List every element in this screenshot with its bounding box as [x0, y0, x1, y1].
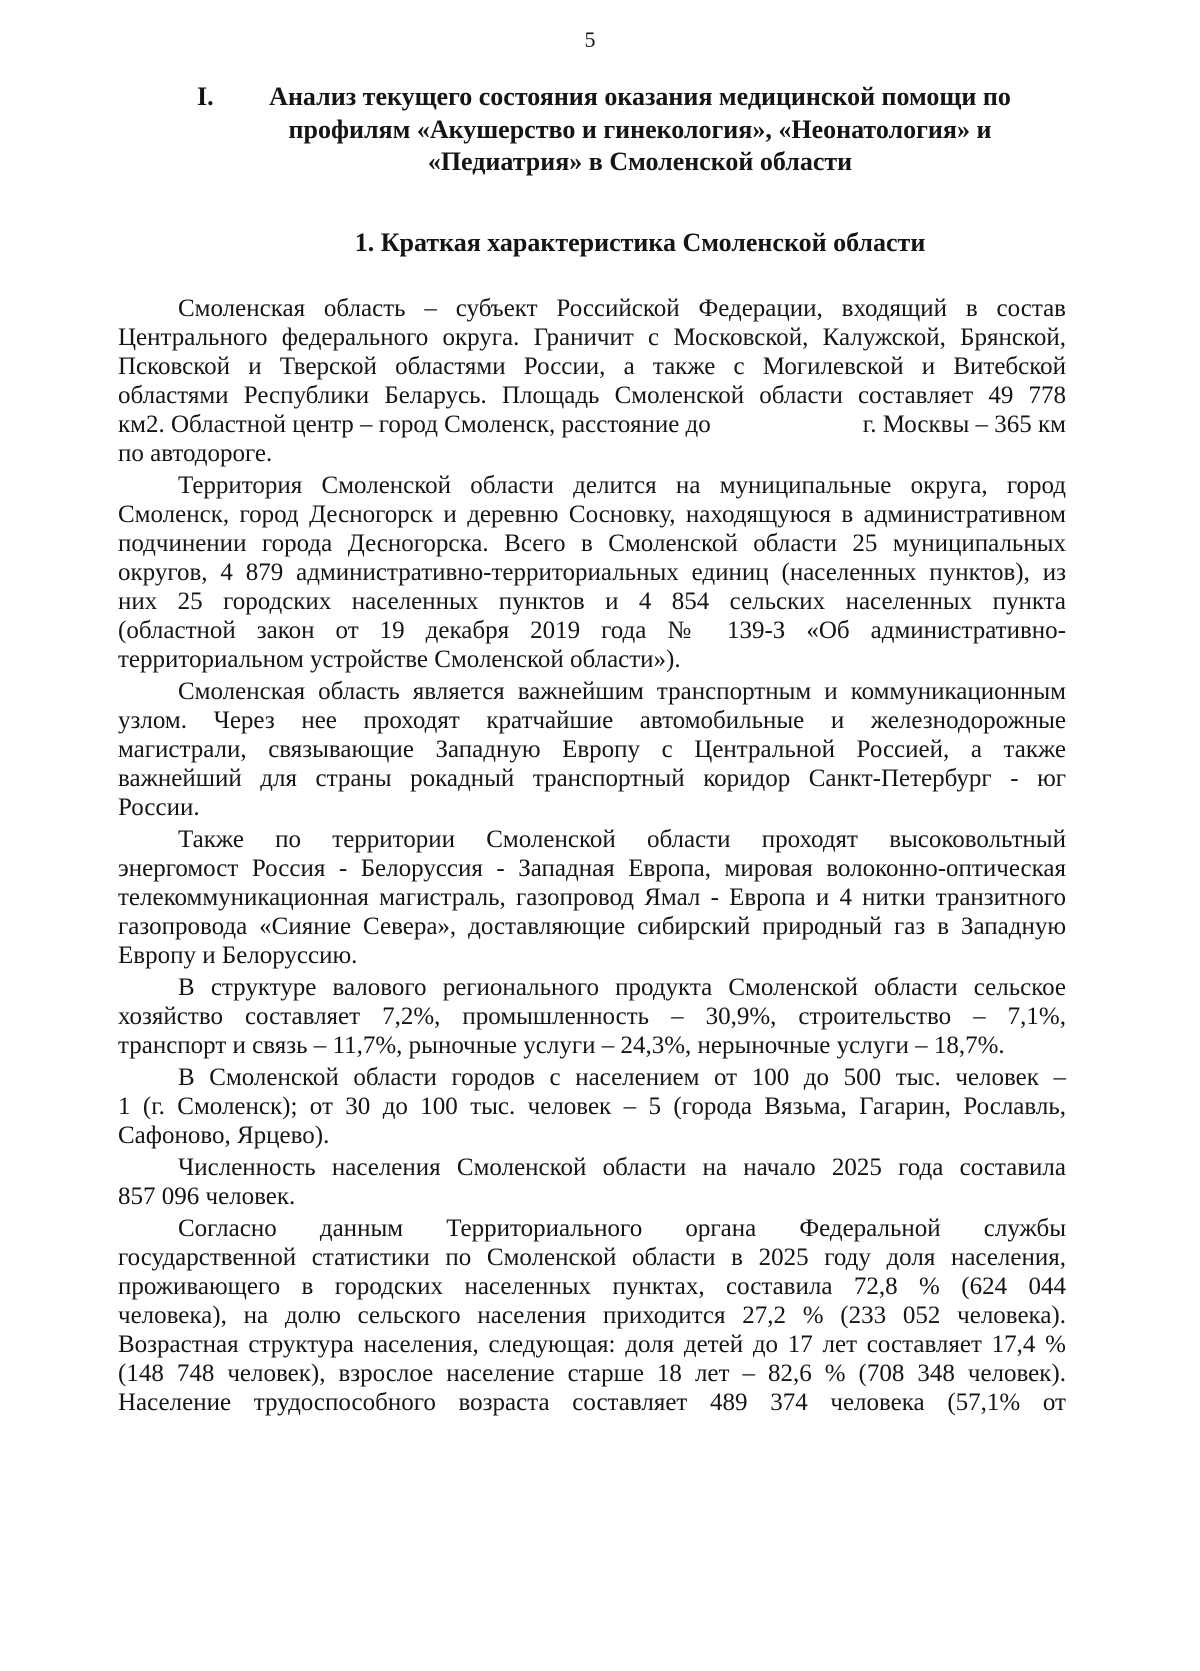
text-line: Население трудоспособного возраста составляет 489 374 человека (57,1% от — [118, 1389, 1066, 1416]
text-line: газопровода «Сияние Севера», доставляющие сибирский природный газ в Западную — [118, 913, 1066, 940]
text-line: Сафоново, Ярцево). — [118, 1122, 330, 1149]
text-line: Смоленская область является важнейшим транспортным и коммуникационным — [178, 678, 1066, 705]
text-line: телекоммуникационная магистраль, газопровод Ямал - Европа и 4 нитки транзитного — [118, 884, 1066, 911]
text-line: В Смоленской области городов с населением от 100 до 500 тыс. человек – — [178, 1064, 1066, 1091]
paragraph — [118, 677, 1066, 822]
text-line: 1 (г. Смоленск); от 30 до 100 тыс. человек – 5 (города Вязьма, Гагарин, Рославль, — [118, 1093, 1066, 1120]
page-number: 5 — [584, 27, 596, 52]
text-line: транспорт и связь – 11,7%, рыночные услуги – 24,3%, нерыночные услуги – 18,7%. — [118, 1032, 1005, 1059]
paragraph — [118, 973, 1066, 1060]
text-line: государственной статистики по Смоленской области в 2025 году доля населения, — [118, 1244, 1066, 1271]
text-line: подчинении города Десногорска. Всего в Смоленской области 25 муниципальных — [118, 530, 1066, 557]
text-line: (областной закон от 19 декабря 2019 года № 139-З «Об административно- — [118, 617, 1066, 644]
text-line: по автодороге. — [118, 440, 273, 467]
text-line: Псковской и Тверской областями России, а также с Могилевской и Витебской — [118, 353, 1066, 380]
heading-line: профилям «Акушерство и гинекология», «Неонатология» и — [288, 114, 992, 144]
text-line: Также по территории Смоленской области проходят высоковольтный — [178, 826, 1066, 853]
paragraph — [118, 1153, 1066, 1211]
text-segment: г. Москвы – 365 км — [862, 411, 1066, 438]
paragraph — [118, 1063, 1066, 1150]
text-line: 857 096 человек. — [118, 1183, 296, 1210]
text-line: Смоленская область – субъект Российской Федерации, входящий в состав — [178, 295, 1066, 322]
text-line: Численность населения Смоленской области на начало 2025 года составила — [178, 1154, 1066, 1181]
text-line: территориальном устройстве Смоленской области»). — [118, 646, 681, 673]
text-line: В структуре валового регионального продукта Смоленской области сельское — [178, 974, 1066, 1001]
text-line: Согласно данным Территориального органа Федеральной службы — [178, 1215, 1066, 1242]
paragraph — [118, 825, 1066, 970]
text-line: России. — [118, 794, 200, 821]
text-line — [118, 410, 1066, 439]
text-line: Смоленск, город Десногорск и деревню Сосновку, находящуюся в административном — [118, 501, 1066, 528]
text-line: энергомост Россия - Белоруссия - Западная Европа, мировая волоконно-оптическая — [118, 855, 1066, 882]
heading-line: «Педиатрия» в Смоленской области — [427, 147, 853, 176]
text-line: важнейший для страны рокадный транспортный коридор Санкт-Петербург - юг — [118, 765, 1066, 792]
paragraph — [118, 471, 1066, 674]
heading-line: Анализ текущего состояния оказания медицинской помощи по — [269, 82, 1011, 111]
text-line: хозяйство составляет 7,2%, промышленность – 30,9%, строительство – 7,1%, — [118, 1003, 1066, 1030]
text-line: узлом. Через нее проходят кратчайшие автомобильные и железнодорожные — [118, 707, 1066, 734]
text-line: округов, 4 879 административно-территориальных единиц (населенных пунктов), из — [118, 559, 1066, 586]
subsection-heading: 1. Краткая характеристика Смоленской области — [354, 228, 926, 257]
section-number: I. — [197, 82, 214, 111]
text-line: магистрали, связывающие Западную Европу с Центральной Россией, а также — [118, 736, 1066, 763]
text-line: Центрального федерального округа. Граничит с Московской, Калужской, Брянской, — [118, 324, 1066, 351]
document-body — [118, 294, 1066, 1417]
text-line: Европу и Белоруссию. — [118, 942, 358, 969]
text-line: них 25 городских населенных пунктов и 4 854 сельских населенных пункта — [118, 588, 1066, 615]
text-segment: км2. Областной центр – город Смоленск, расстояние до — [118, 411, 711, 438]
text-line: областями Республики Беларусь. Площадь Смоленской области составляет 49 778 — [118, 382, 1066, 409]
paragraph — [118, 294, 1066, 468]
text-line: проживающего в городских населенных пунктах, составила 72,8 % (624 044 — [118, 1273, 1066, 1300]
paragraph — [118, 1214, 1066, 1417]
text-line: Территория Смоленской области делится на муниципальные округа, город — [178, 472, 1066, 499]
section-heading — [240, 81, 1040, 179]
text-line: Возрастная структура населения, следующая: доля детей до 17 лет составляет 17,4 % — [118, 1331, 1066, 1358]
text-line: (148 748 человек), взрослое население старше 18 лет – 82,6 % (708 348 человек). — [118, 1360, 1066, 1387]
text-line: человека), на долю сельского населения приходится 27,2 % (233 052 человека). — [118, 1302, 1066, 1329]
